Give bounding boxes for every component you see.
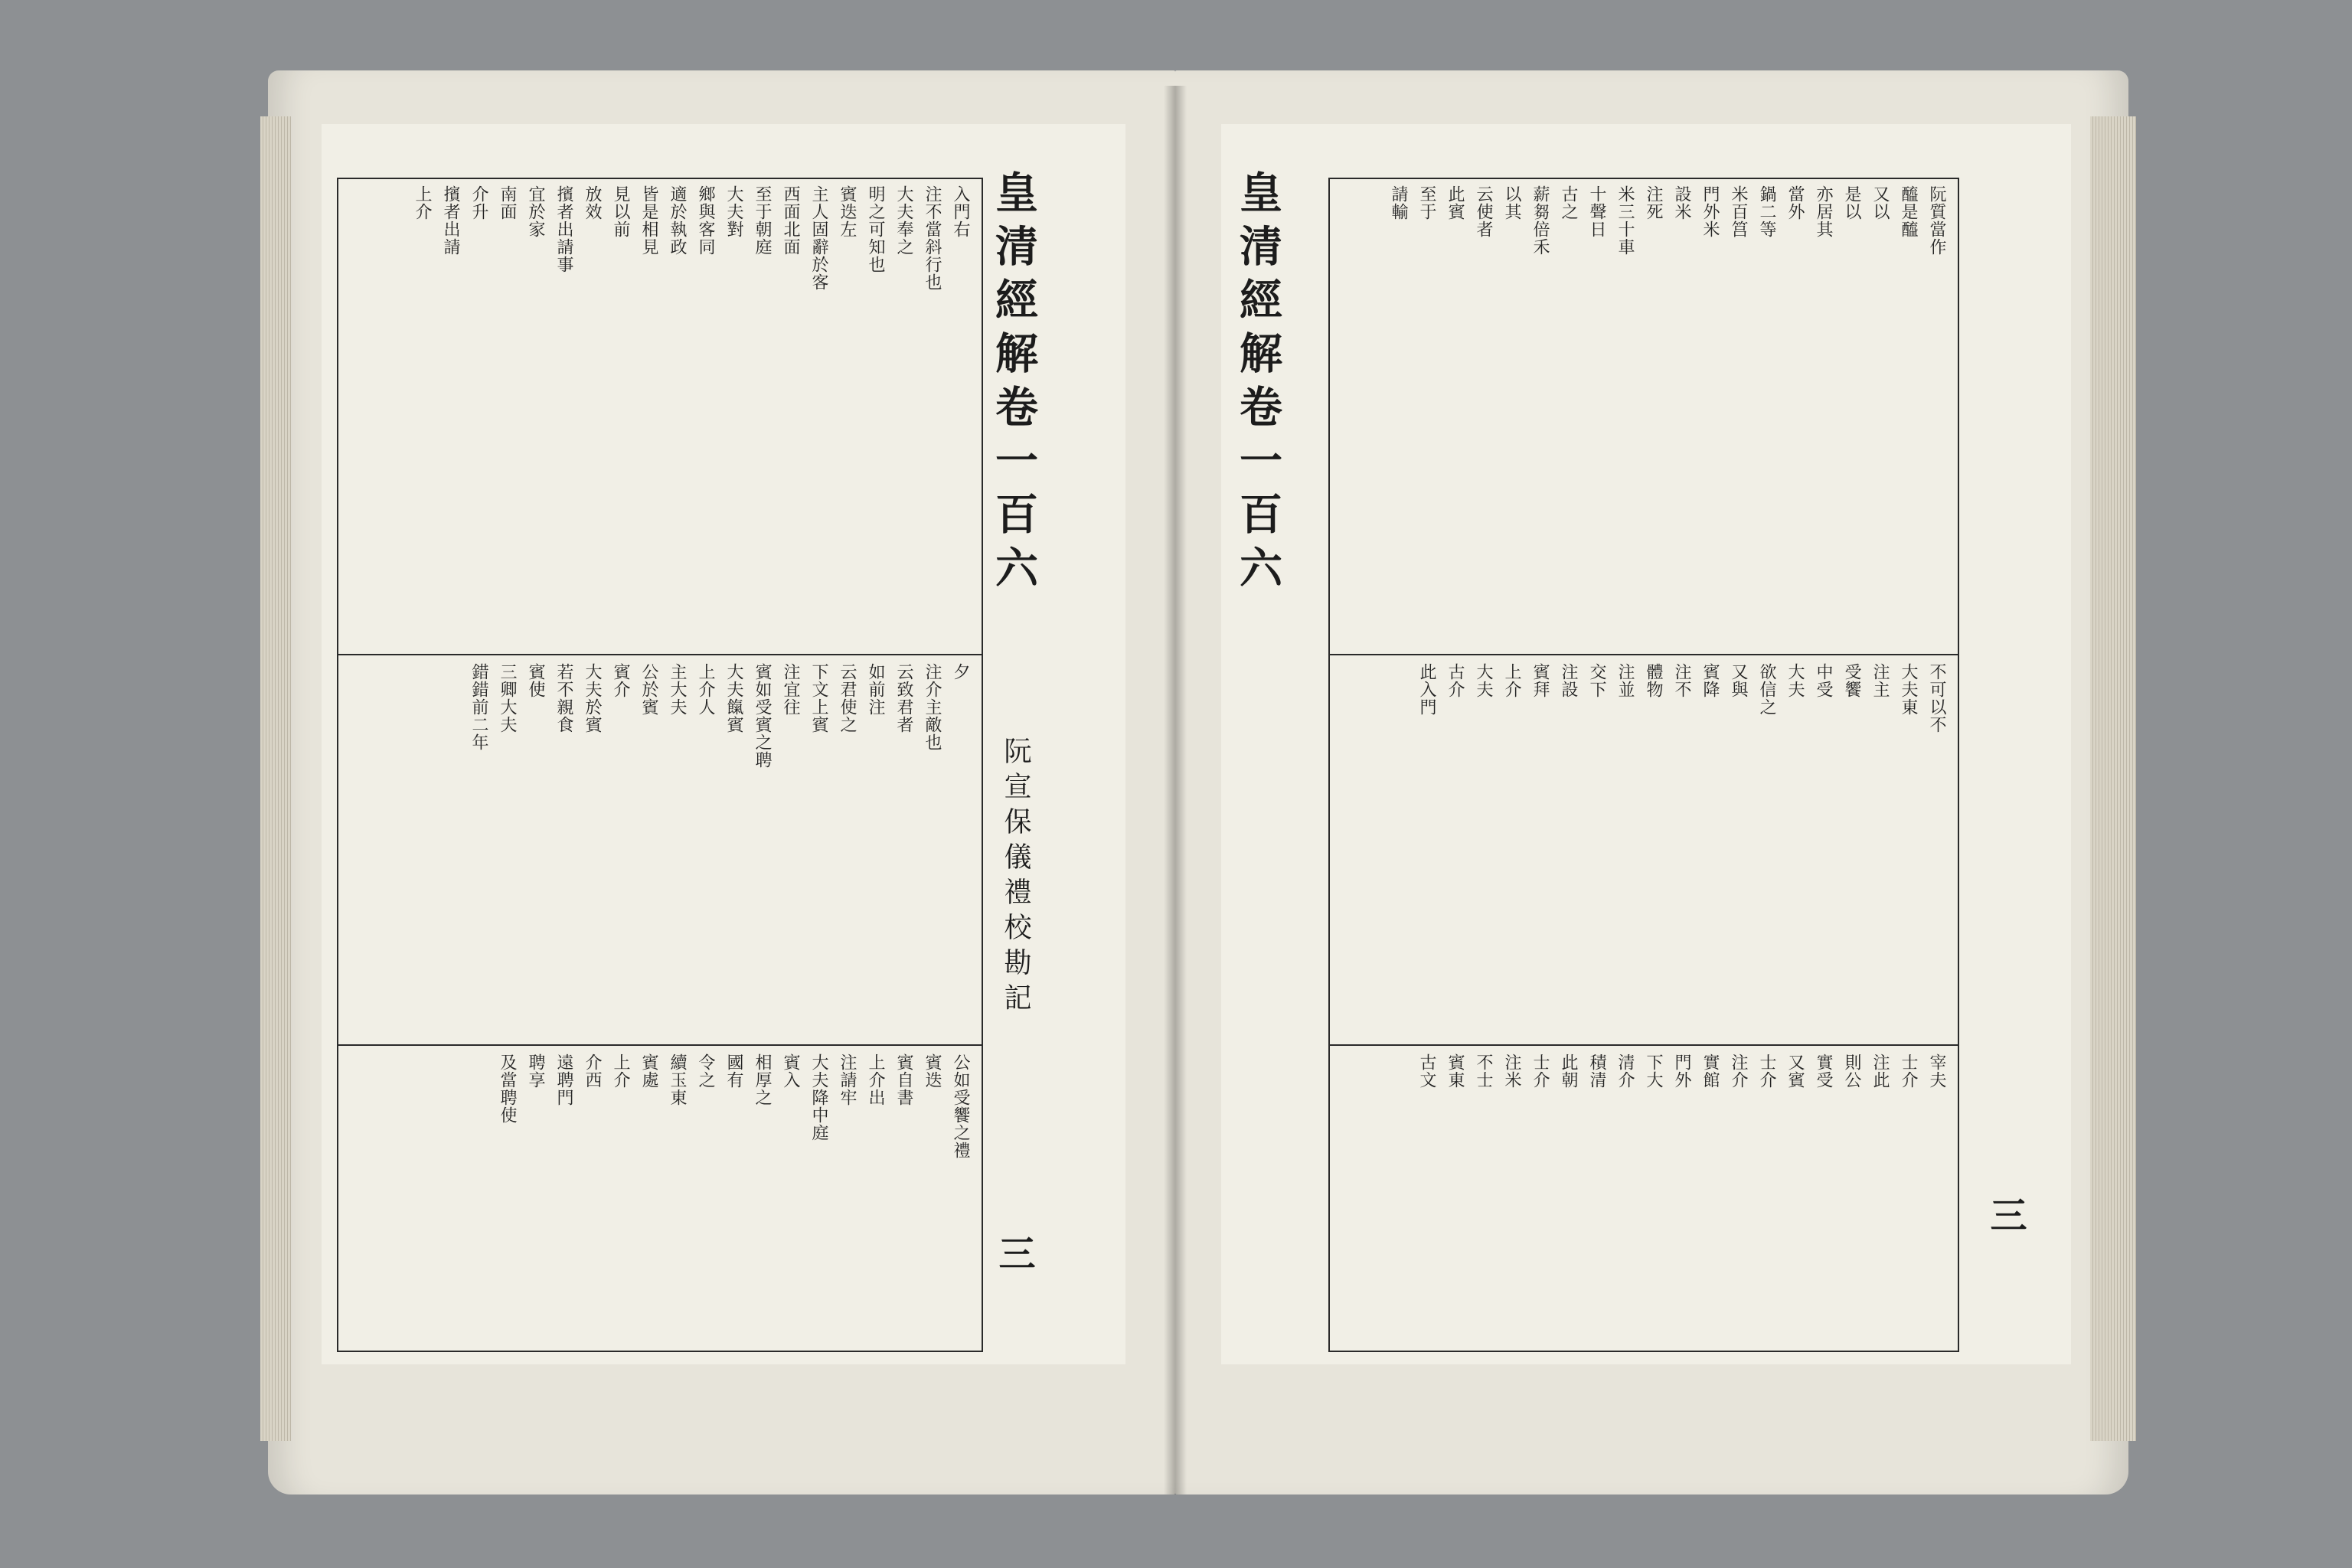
text-column: 設米 <box>1672 185 1691 220</box>
text-column: 錯錯前二年 <box>469 663 488 751</box>
text-column: 上介 <box>1502 663 1521 698</box>
text-column: 入門右 <box>951 185 970 238</box>
left-running-title: 皇清經解卷一百六 <box>988 170 1039 599</box>
text-column: 續玉東 <box>668 1054 687 1106</box>
left-register-middle <box>345 663 972 1038</box>
text-column: 此賓 <box>1446 185 1465 220</box>
text-column: 注米 <box>1502 1054 1521 1089</box>
text-column: 明之可知也 <box>866 185 885 273</box>
text-column: 主人固辭於客 <box>809 185 828 291</box>
text-column: 十聲日 <box>1587 185 1606 238</box>
text-column: 欲信之 <box>1757 663 1776 716</box>
right-page <box>1221 124 2071 1364</box>
text-column: 大夫於賓 <box>583 663 602 733</box>
text-column: 大夫 <box>1474 663 1493 698</box>
text-column: 令之 <box>696 1054 715 1089</box>
text-column: 介西 <box>583 1054 602 1089</box>
text-column: 受饗 <box>1842 663 1861 698</box>
text-column: 介升 <box>469 185 488 220</box>
text-column: 上介 <box>413 185 432 220</box>
text-column: 請輸 <box>1389 185 1408 220</box>
text-column: 賓自書 <box>894 1054 913 1106</box>
text-column: 注設 <box>1559 663 1578 698</box>
text-column: 古文 <box>1417 1054 1436 1089</box>
text-column: 鍋二等 <box>1757 185 1776 238</box>
right-register-top <box>1336 185 1949 645</box>
text-column: 賓入 <box>781 1054 800 1089</box>
text-column: 三卿大夫 <box>498 663 517 733</box>
text-column: 注並 <box>1615 663 1635 698</box>
text-column: 注此 <box>1870 1054 1890 1089</box>
text-column: 士介 <box>1757 1054 1776 1089</box>
text-column: 亦居其 <box>1814 185 1833 238</box>
text-column: 實受 <box>1814 1054 1833 1089</box>
text-column: 是以 <box>1842 185 1861 220</box>
left-folio: 三 <box>992 1234 1035 1271</box>
text-column: 士介 <box>1530 1054 1550 1089</box>
text-column: 夕 <box>951 663 970 681</box>
text-column: 大夫奉之 <box>894 185 913 256</box>
collator-line: 阮宣保儀禮校勘記 <box>1000 737 1031 1018</box>
register-divider <box>1330 654 1958 655</box>
text-column: 宰夫 <box>1927 1054 1946 1089</box>
text-column: 醯是醯 <box>1899 185 1918 238</box>
register-divider <box>1330 1044 1958 1046</box>
text-column: 薪芻倍禾 <box>1530 185 1550 256</box>
text-column: 則公 <box>1842 1054 1861 1089</box>
text-column: 上介出 <box>866 1054 885 1106</box>
text-column: 大夫 <box>1785 663 1805 698</box>
text-column: 遠聘門 <box>554 1054 573 1106</box>
text-column: 賓介 <box>611 663 630 698</box>
text-column: 以其 <box>1502 185 1521 220</box>
text-column: 南面 <box>498 185 517 220</box>
text-column: 賓東 <box>1446 1054 1465 1089</box>
text-column: 如前注 <box>866 663 885 716</box>
text-column: 交下 <box>1587 663 1606 698</box>
text-column: 皆是相見 <box>639 185 658 256</box>
text-column: 上介人 <box>696 663 715 716</box>
text-column: 米百筥 <box>1729 185 1748 238</box>
left-text-frame <box>337 178 983 1352</box>
text-column: 賓處 <box>639 1054 658 1089</box>
text-column: 此朝 <box>1559 1054 1578 1089</box>
text-column: 適於執政 <box>668 185 687 256</box>
text-column: 中受 <box>1814 663 1833 698</box>
text-column: 擯者出請事 <box>554 185 573 273</box>
book-gutter <box>1164 86 1187 1494</box>
text-column: 注死 <box>1644 185 1663 220</box>
text-column: 體物 <box>1644 663 1663 698</box>
text-column: 及當聘使 <box>498 1054 517 1124</box>
text-column: 又與 <box>1729 663 1748 698</box>
text-column: 見以前 <box>611 185 630 238</box>
register-divider <box>338 1044 982 1046</box>
text-column: 放效 <box>583 185 602 220</box>
text-column: 下文上賓 <box>809 663 828 733</box>
text-column: 清介 <box>1615 1054 1635 1089</box>
text-column: 不可以不 <box>1927 663 1946 733</box>
left-register-bottom <box>345 1054 972 1344</box>
text-column: 大夫餼賓 <box>724 663 743 733</box>
text-column: 注宜往 <box>781 663 800 716</box>
text-column: 大夫東 <box>1899 663 1918 716</box>
text-column: 至于朝庭 <box>753 185 772 256</box>
text-column: 西面北面 <box>781 185 800 256</box>
text-column: 注介主敵也 <box>923 663 942 751</box>
text-column: 又以 <box>1870 185 1890 220</box>
text-column: 賓迭 <box>923 1054 942 1089</box>
text-column: 云致君者 <box>894 663 913 733</box>
text-column: 相厚之 <box>753 1054 772 1106</box>
right-running-title: 皇清經解卷一百六 <box>1233 170 1283 599</box>
text-column: 阮質當作 <box>1927 185 1946 256</box>
text-column: 云君使之 <box>838 663 857 733</box>
open-book <box>268 70 2128 1510</box>
text-column: 士介 <box>1899 1054 1918 1089</box>
text-column: 注請牢 <box>838 1054 857 1106</box>
text-column: 賓使 <box>526 663 545 698</box>
text-column: 國有 <box>724 1054 743 1089</box>
text-column: 實館 <box>1700 1054 1720 1089</box>
text-column: 公於賓 <box>639 663 658 716</box>
text-column: 至于 <box>1417 185 1436 220</box>
text-column: 賓拜 <box>1530 663 1550 698</box>
text-column: 公如受饗之禮 <box>951 1054 970 1159</box>
text-column: 鄉與客同 <box>696 185 715 256</box>
text-column: 注介 <box>1729 1054 1748 1089</box>
text-column: 古介 <box>1446 663 1465 698</box>
right-register-bottom <box>1336 1054 1949 1344</box>
text-column: 主大夫 <box>668 663 687 716</box>
text-column: 此入門 <box>1417 663 1436 716</box>
text-column: 大夫降中庭 <box>809 1054 828 1142</box>
text-column: 注不 <box>1672 663 1691 698</box>
text-column: 宜於家 <box>526 185 545 238</box>
left-register-top <box>345 185 972 645</box>
text-column: 云使者 <box>1474 185 1493 238</box>
left-page-edges <box>260 116 291 1441</box>
right-register-middle <box>1336 663 1949 1038</box>
text-column: 門外 <box>1672 1054 1691 1089</box>
right-page-edges <box>2090 116 2136 1441</box>
right-text-frame <box>1328 178 1959 1352</box>
text-column: 賓迭左 <box>838 185 857 238</box>
text-column: 賓如受賓之聘 <box>753 663 772 769</box>
text-column: 聘享 <box>526 1054 545 1089</box>
text-column: 大夫對 <box>724 185 743 238</box>
text-column: 米三十車 <box>1615 185 1635 256</box>
text-column: 上介 <box>611 1054 630 1089</box>
text-column: 門外米 <box>1700 185 1720 238</box>
register-divider <box>338 654 982 655</box>
text-column: 積清 <box>1587 1054 1606 1089</box>
text-column: 賓降 <box>1700 663 1720 698</box>
text-column: 擯者出請 <box>441 185 460 256</box>
left-page <box>322 124 1125 1364</box>
text-column: 不士 <box>1474 1054 1493 1089</box>
text-column: 又賓 <box>1785 1054 1805 1089</box>
text-column: 下大 <box>1644 1054 1663 1089</box>
right-folio: 三 <box>1984 1196 2027 1233</box>
text-column: 古之 <box>1559 185 1578 220</box>
text-column: 若不親食 <box>554 663 573 733</box>
text-column: 注主 <box>1870 663 1890 698</box>
text-column: 注不當斜行也 <box>923 185 942 291</box>
text-column: 當外 <box>1785 185 1805 220</box>
